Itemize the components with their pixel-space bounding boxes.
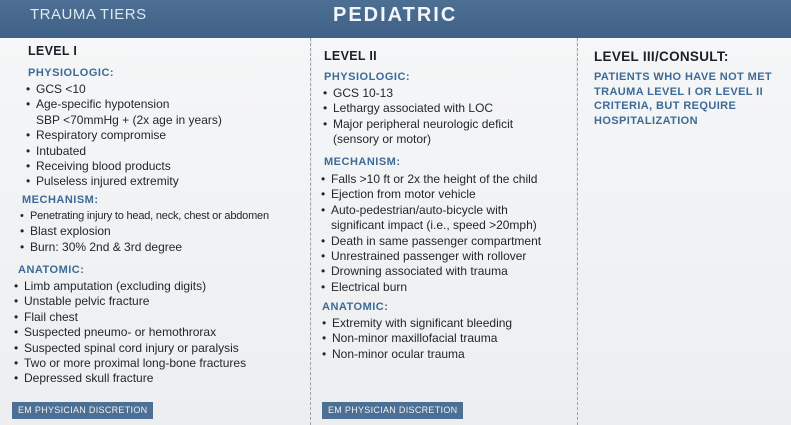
trauma-tiers-title: TRAUMA TIERS <box>30 6 147 23</box>
list-item-detail <box>26 113 306 128</box>
list-item: • Depressed skull fracture <box>14 371 310 386</box>
list-item: • Falls >10 ft or 2x the height of the child <box>321 172 576 187</box>
pediatric-title: PEDIATRIC <box>333 4 458 26</box>
list-item: • Flail chest <box>14 310 310 325</box>
list-item: • Ejection from motor vehicle <box>321 187 576 202</box>
level2-physiologic-heading: PHYSIOLOGIC: <box>324 71 411 83</box>
list-item-text: significant impact (i.e., speed >20mph) <box>331 218 537 233</box>
list-item <box>26 97 306 112</box>
list-item: • GCS <10 <box>26 82 306 97</box>
level2-physiologic-list <box>323 86 573 148</box>
list-item: • Pulseless injured extremity <box>26 174 306 189</box>
list-item: • Suspected spinal cord injury or paralysis <box>14 341 310 356</box>
list-item: • Non-minor ocular trauma <box>322 347 572 362</box>
level3-description: PATIENTS WHO HAVE NOT MET TRAUMA LEVEL I OR LEVEL II CRITERIA, BUT REQUIRE HOSPITALIZATION <box>594 71 773 127</box>
list-item: • GCS 10-13 <box>323 86 573 101</box>
list-item: • Limb amputation (excluding digits) <box>14 279 310 294</box>
list-item: • Intubated <box>26 144 306 159</box>
list-item: • Blast explosion <box>20 224 310 239</box>
level1-physiologic-list <box>26 82 306 190</box>
level2-title: LEVEL II <box>324 49 377 63</box>
list-item-continuation <box>321 218 576 233</box>
column-divider <box>577 38 578 425</box>
level1-anatomic-list <box>14 279 310 387</box>
hypotension-detail: SBP <70mmHg + (2x age in years) <box>36 112 222 127</box>
list-item: • Two or more proximal long-bone fractures <box>14 356 310 371</box>
list-item-text: Age-specific hypotension <box>36 97 170 112</box>
level1-mechanism-list <box>20 209 310 255</box>
level1-mechanism-heading: MECHANISM: <box>22 194 99 206</box>
list-item: • Extremity with significant bleeding <box>322 316 572 331</box>
list-item: • Penetrating injury to head, neck, chest or abdomen <box>20 209 310 224</box>
list-item: • Major peripheral neurologic deficit <box>323 117 573 132</box>
list-item-text: (sensory or motor) <box>333 132 432 147</box>
list-item: • Unstable pelvic fracture <box>14 294 310 309</box>
level2-anatomic-list <box>322 316 572 362</box>
list-item: • Auto-pedestrian/auto-bicycle with <box>321 203 576 218</box>
level3-title: LEVEL III/CONSULT: <box>594 49 729 64</box>
level1-title: LEVEL I <box>28 44 78 58</box>
level1-em-physician-discretion-button[interactable]: EM PHYSICIAN DISCRETION <box>12 402 153 419</box>
list-item: • Death in same passenger compartment <box>321 234 576 249</box>
level2-mechanism-list <box>321 172 576 295</box>
list-item: • Burn: 30% 2nd & 3rd degree <box>20 240 310 255</box>
list-item: • Suspected pneumo- or hemothrorax <box>14 325 310 340</box>
list-item: • Electrical burn <box>321 280 576 295</box>
column-divider <box>310 38 311 425</box>
list-item: • Lethargy associated with LOC <box>323 101 573 116</box>
list-item: • Respiratory compromise <box>26 128 306 143</box>
level1-anatomic-heading: ANATOMIC: <box>18 264 85 276</box>
level2-anatomic-heading: ANATOMIC: <box>322 301 389 313</box>
list-item: • Non-minor maxillofacial trauma <box>322 331 572 346</box>
level2-em-physician-discretion-button[interactable]: EM PHYSICIAN DISCRETION <box>322 402 463 419</box>
list-item: • Receiving blood products <box>26 159 306 174</box>
list-item: • Unrestrained passenger with rollover <box>321 249 576 264</box>
level1-physiologic-heading: PHYSIOLOGIC: <box>28 67 115 79</box>
header-bar <box>0 0 791 38</box>
level2-mechanism-heading: MECHANISM: <box>324 156 401 168</box>
list-item: • Drowning associated with trauma <box>321 264 576 279</box>
list-item-continuation <box>323 132 573 147</box>
